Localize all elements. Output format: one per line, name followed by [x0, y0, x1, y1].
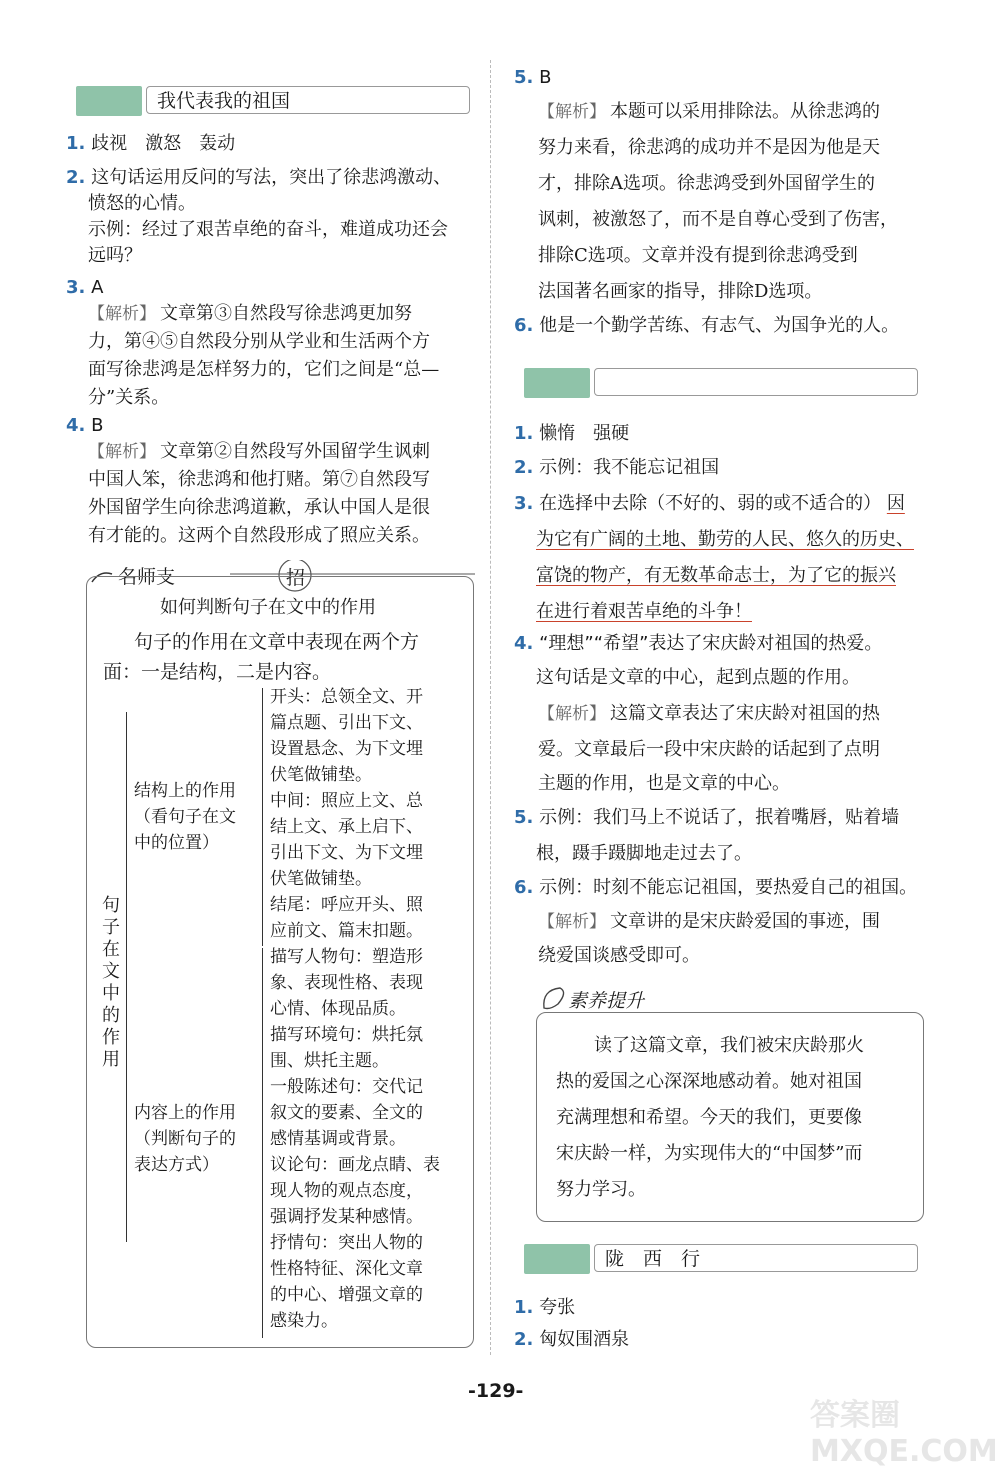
q5-analysis-line2: 努力来看，徐悲鸿的成功并不是因为他是天 [538, 137, 880, 158]
suyang-line5: 努力学习。 [556, 1179, 646, 1200]
q4-answer: B [91, 415, 104, 436]
s2-q1: 1. 懒惰 强硬 [514, 423, 630, 444]
struct-brace [262, 688, 263, 946]
s2-q3-line4: 在进行着艰苦卓绝的斗争！ [536, 601, 752, 622]
q2-line2: 愤怒的心情。 [88, 193, 196, 214]
q6 [514, 314, 899, 338]
s3-q2: 2. 匈奴围酒泉 [514, 1329, 630, 1350]
struct-items: 开头：总领全文、开 篇点题、引出下文、 设置悬念、为下文埋 伏笔做铺垫。 中间：照应上文、总 结上文、承上启下、 引出下文、为下文埋 伏笔做铺垫。 结尾：呼应开头、照 应前文、篇末扣题。 [270, 687, 423, 941]
suyang-line3: 充满理想和希望。今天的我们，更要像 [556, 1107, 862, 1128]
q5-number: 5. [514, 67, 534, 88]
tip-title: 如何判断句子在文中的作用 [160, 597, 376, 618]
section1-header [76, 86, 470, 116]
q3-answer: A [91, 277, 104, 298]
content-items: 描写人物句：塑造形 象、表现性格、表现 心情、体现品质。 描写环境句：烘托氛 围、烘托主题。 一般陈述句：交代记 叙文的要素、全文的 感情基调或背景。 议论句：画龙点睛、表 现人物的观点态度， 强调抒发某种感情。 抒情句：突出人物的 性格特征、深化文章 的中心、增强文章的 感染力。 [270, 947, 440, 1331]
struct-label: 结构上的作用 （看句子在文 中的位置） [134, 781, 236, 853]
q3-number: 3. [66, 277, 86, 298]
q1-answer: 歧视 激怒 轰动 [91, 133, 236, 154]
section1-title: 我代表我的祖国 [146, 86, 470, 114]
page-number: -129- [468, 1380, 524, 1402]
analysis-label: 【解析】 [88, 442, 156, 462]
q6-answer: 他是一个勤学苦练、有志气、为国争光的人。 [539, 315, 900, 336]
suyang-line2: 热的爱国之心深深地感动着。她对祖国 [556, 1071, 862, 1092]
suyang-line1: 读了这篇文章，我们被宋庆龄那火 [594, 1035, 864, 1056]
section1-tag [76, 86, 142, 116]
suyang-line4: 宋庆龄一样，为实现伟大的“中国梦”而 [556, 1143, 863, 1164]
s2-q5: 5. 示例：我们马上不说话了，抿着嘴唇，贴着墙 [514, 807, 900, 828]
s2-q4-analysis-line3: 主题的作用，也是文章的中心。 [538, 773, 790, 794]
q5 [514, 66, 551, 90]
section3-header [524, 1244, 918, 1274]
q5-analysis-line5: 排除C选项。文章并没有提到徐悲鸿受到 [538, 245, 858, 266]
s2-q3: 3. 在选择中去除（不好的、弱的或不适合的） 因 [514, 493, 905, 514]
q5-analysis-line6: 法国著名画家的指导，排除D选项。 [538, 281, 823, 302]
s2-q3-line2: 为它有广阔的土地、勤劳的人民、悠久的历史、 [536, 529, 914, 550]
s2-q5-line2: 根，蹑手蹑脚地走过去了。 [536, 843, 752, 864]
section2-header [524, 368, 918, 398]
tip-label: 名师支 [118, 566, 176, 588]
s2-q4: 4. “理想”“希望”表达了宋庆龄对祖国的热爱。 [514, 633, 883, 654]
q5-analysis-line3: 才，排除A选项。徐悲鸿受到外国留学生的 [538, 173, 875, 194]
tip-circle-char: 招 [286, 567, 306, 589]
q3-analysis-line4: 分”关系。 [88, 387, 170, 408]
q2-line3: 示例：经过了艰苦卓绝的奋斗，难道成功还会 [88, 219, 448, 240]
column-divider [490, 60, 491, 1355]
tree-root: 句 子 在 文 中 的 作 用 [102, 895, 120, 1070]
tip-intro-line1: 句子的作用在文章中表现在两个方 [134, 631, 420, 653]
tip-intro-line2: 面：一是结构，二是内容。 [103, 661, 332, 683]
q3-analysis-line2: 力，第④⑤自然段分别从学业和生活两个方 [88, 331, 430, 352]
root-brace [126, 712, 127, 1242]
suyang-banner [538, 982, 698, 1016]
q1-number: 1. [66, 133, 86, 154]
analysis-label: 【解析】 [538, 102, 606, 122]
q1 [66, 132, 235, 156]
section2-title [594, 368, 918, 396]
q4-analysis-line1: 【解析】 文章第②自然段写外国留学生讽刺 [88, 441, 430, 462]
q4-analysis-line3: 外国留学生向徐悲鸿道歉，承认中国人是很 [88, 497, 430, 518]
s2-q4-analysis-line2: 爱。文章最后一段中宋庆龄的话起到了点明 [538, 739, 880, 760]
s2-q3-line3: 富饶的物产，有无数革命志士，为了它的振兴 [536, 565, 896, 586]
q4 [66, 414, 103, 438]
q5-analysis-line4: 讽刺，被激怒了，而不是自尊心受到了伤害， [538, 209, 898, 230]
q2-line1: 这句话运用反问的写法，突出了徐悲鸿激动、 [91, 167, 452, 188]
q2 [66, 166, 451, 190]
section3-title: 陇 西 行 [594, 1244, 918, 1272]
content-label: 内容上的作用 （判断句子的 表达方式） [134, 1103, 236, 1175]
q6-number: 6. [514, 315, 534, 336]
s2-q6: 6. 示例：时刻不能忘记祖国，要热爱自己的祖国。 [514, 877, 918, 898]
q3-analysis-line1: 【解析】 文章第③自然段写徐悲鸿更加努 [88, 303, 412, 324]
q4-analysis-line2: 中国人笨，徐悲鸿和他打赌。第⑦自然段写 [88, 469, 430, 490]
analysis-label: 【解析】 [538, 912, 606, 932]
s2-q2: 2. 示例：我不能忘记祖国 [514, 457, 720, 478]
q4-number: 4. [66, 415, 86, 436]
q5-analysis-line1: 【解析】 本题可以采用排除法。从徐悲鸿的 [538, 101, 880, 122]
s3-q1: 1. 夸张 [514, 1297, 576, 1318]
q5-answer: B [539, 67, 552, 88]
suyang-label: 素养提升 [568, 990, 645, 1012]
s2-q4-analysis-line1: 【解析】 这篇文章表达了宋庆龄对祖国的热 [538, 703, 880, 724]
s2-q6-analysis-line1: 【解析】 文章讲的是宋庆龄爱国的事迹，围 [538, 911, 880, 932]
q3 [66, 276, 103, 300]
section2-tag [524, 368, 590, 398]
content-brace [262, 948, 263, 1338]
watermark: 答案圈 MXQE.COM [810, 1398, 998, 1469]
q2-line4: 远吗？ [88, 245, 142, 266]
analysis-label: 【解析】 [88, 304, 156, 324]
s2-q6-analysis-line2: 绕爱国谈感受即可。 [538, 945, 700, 966]
q3-analysis-line3: 面写徐悲鸿是怎样努力的，它们之间是“总— [88, 359, 440, 380]
s2-q4-line2: 这句话是文章的中心，起到点题的作用。 [536, 667, 860, 688]
q2-number: 2. [66, 167, 86, 188]
section3-tag [524, 1244, 590, 1274]
analysis-label: 【解析】 [538, 704, 606, 724]
q4-analysis-line4: 有才能的。这两个自然段形成了照应关系。 [88, 525, 430, 546]
